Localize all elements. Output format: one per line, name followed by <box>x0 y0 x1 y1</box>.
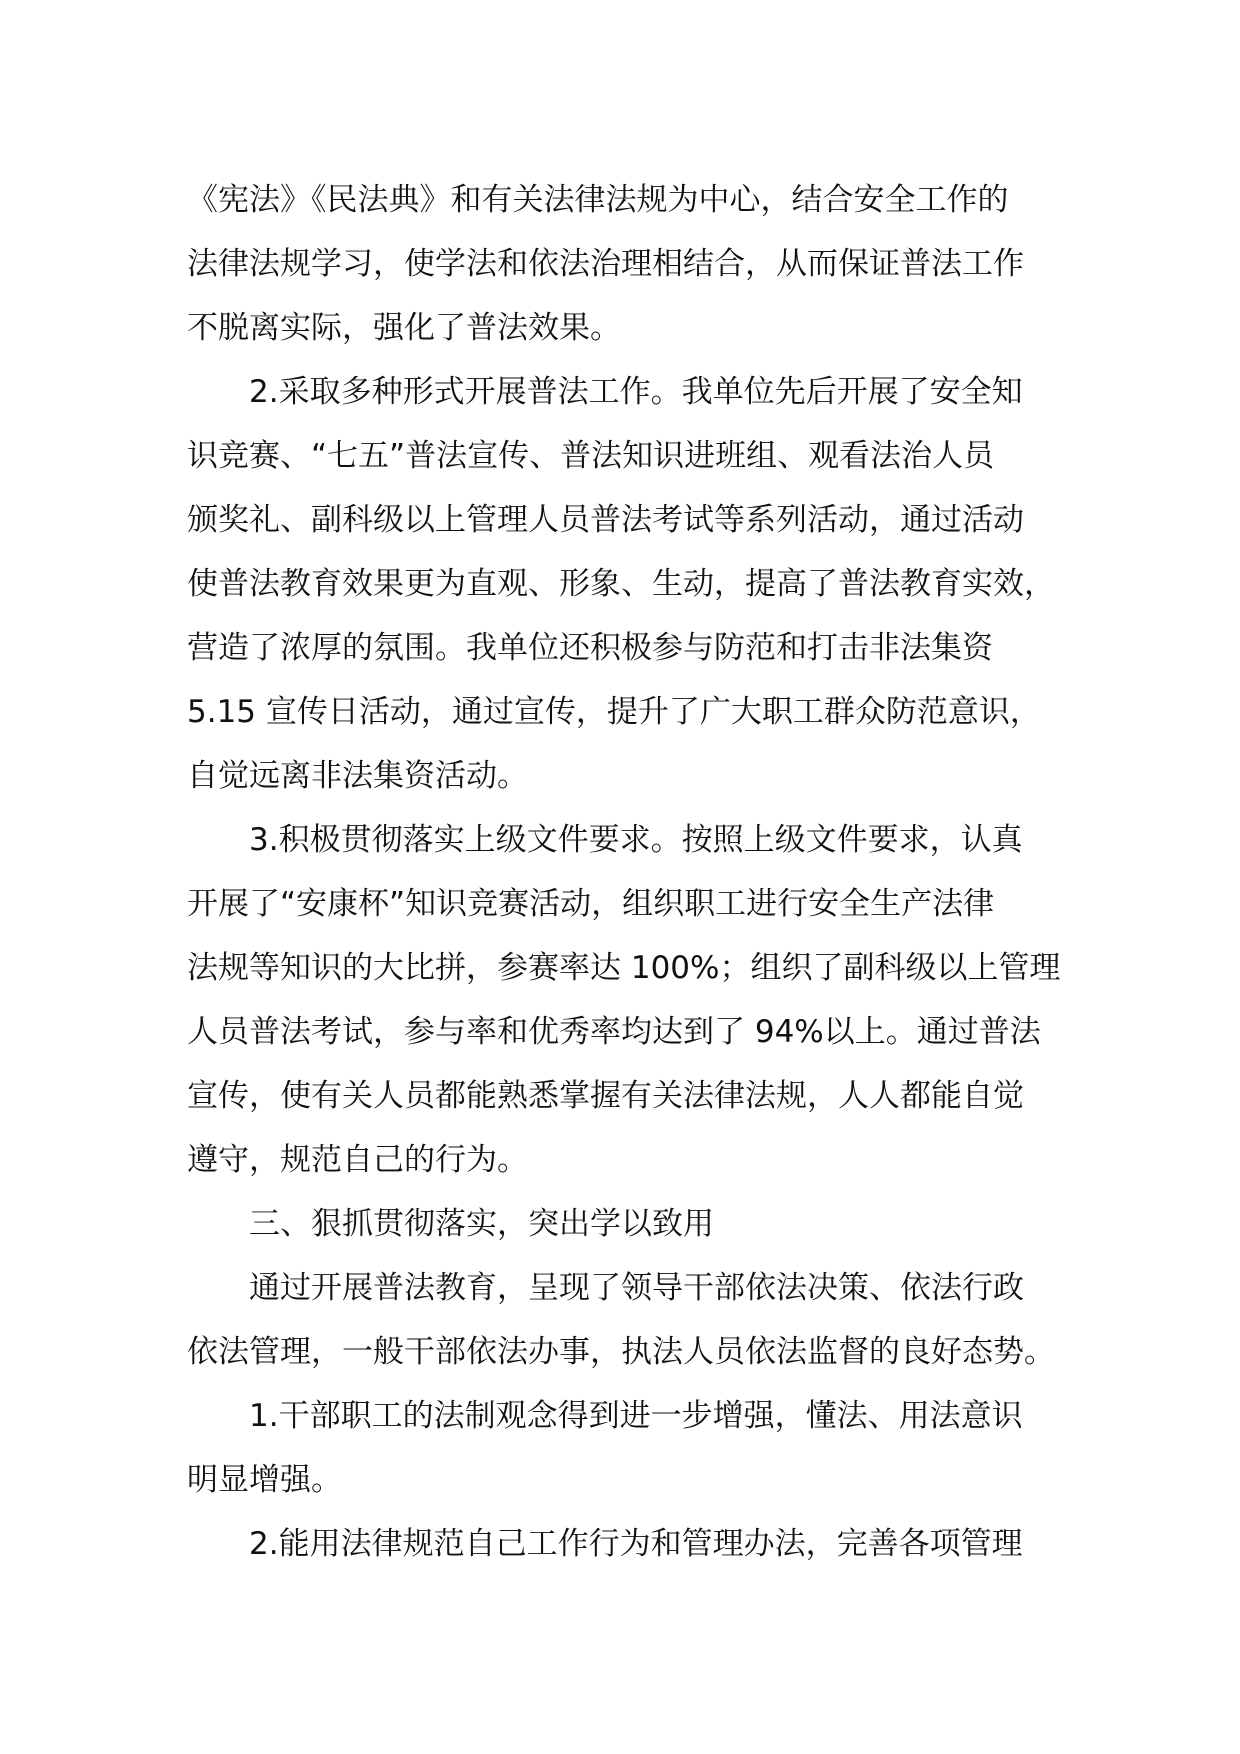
text-line-15: 宣传，使有关人员都能熟悉掌握有关法律法规，人人都能自觉 <box>187 1078 1024 1114</box>
section-heading: 三、狠抓贯彻落实，突出学以致用 <box>249 1206 714 1242</box>
text-line-12: 开展了“安康杯”知识竞赛活动，组织职工进行安全生产法律 <box>187 886 995 922</box>
text-line-21: 明显增强。 <box>187 1462 342 1498</box>
text-line-16: 遵守，规范自己的行为。 <box>187 1142 528 1178</box>
text-line-18: 通过开展普法教育，呈现了领导干部依法决策、依法行政 <box>249 1270 1024 1306</box>
text-line-4: 2.采取多种形式开展普法工作。我单位先后开展了安全知 <box>249 374 1023 410</box>
text-line-5: 识竞赛、“七五”普法宣传、普法知识进班组、观看法治人员 <box>187 438 995 474</box>
text-line-7: 使普法教育效果更为直观、形象、生动，提高了普法教育实效， <box>187 566 1055 602</box>
text-line-20: 1.干部职工的法制观念得到进一步增强，懂法、用法意识 <box>249 1398 1023 1434</box>
text-line-13: 法规等知识的大比拼，参赛率达 100%；组织了副科级以上管理 <box>187 950 1061 986</box>
text-line-11: 3.积极贯彻落实上级文件要求。按照上级文件要求，认真 <box>249 822 1023 858</box>
text-line-1: 《宪法》《民法典》和有关法律法规为中心，结合安全工作的 <box>187 182 1009 218</box>
text-line-22: 2.能用法律规范自己工作行为和管理办法，完善各项管理 <box>249 1526 1023 1562</box>
text-line-3: 不脱离实际，强化了普法效果。 <box>187 310 621 346</box>
text-line-10: 自觉远离非法集资活动。 <box>187 758 528 794</box>
text-line-19: 依法管理，一般干部依法办事，执法人员依法监督的良好态势。 <box>187 1334 1055 1370</box>
document-body <box>187 168 1087 1576</box>
text-line-14: 人员普法考试，参与率和优秀率均达到了 94%以上。通过普法 <box>187 1014 1041 1050</box>
text-line-2: 法律法规学习，使学法和依法治理相结合，从而保证普法工作 <box>187 246 1024 282</box>
text-line-6: 颁奖礼、副科级以上管理人员普法考试等系列活动，通过活动 <box>187 502 1024 538</box>
text-line-9: 5.15 宣传日活动，通过宣传，提升了广大职工群众防范意识， <box>187 694 1041 730</box>
text-line-8: 营造了浓厚的氛围。我单位还积极参与防范和打击非法集资 <box>187 630 993 666</box>
